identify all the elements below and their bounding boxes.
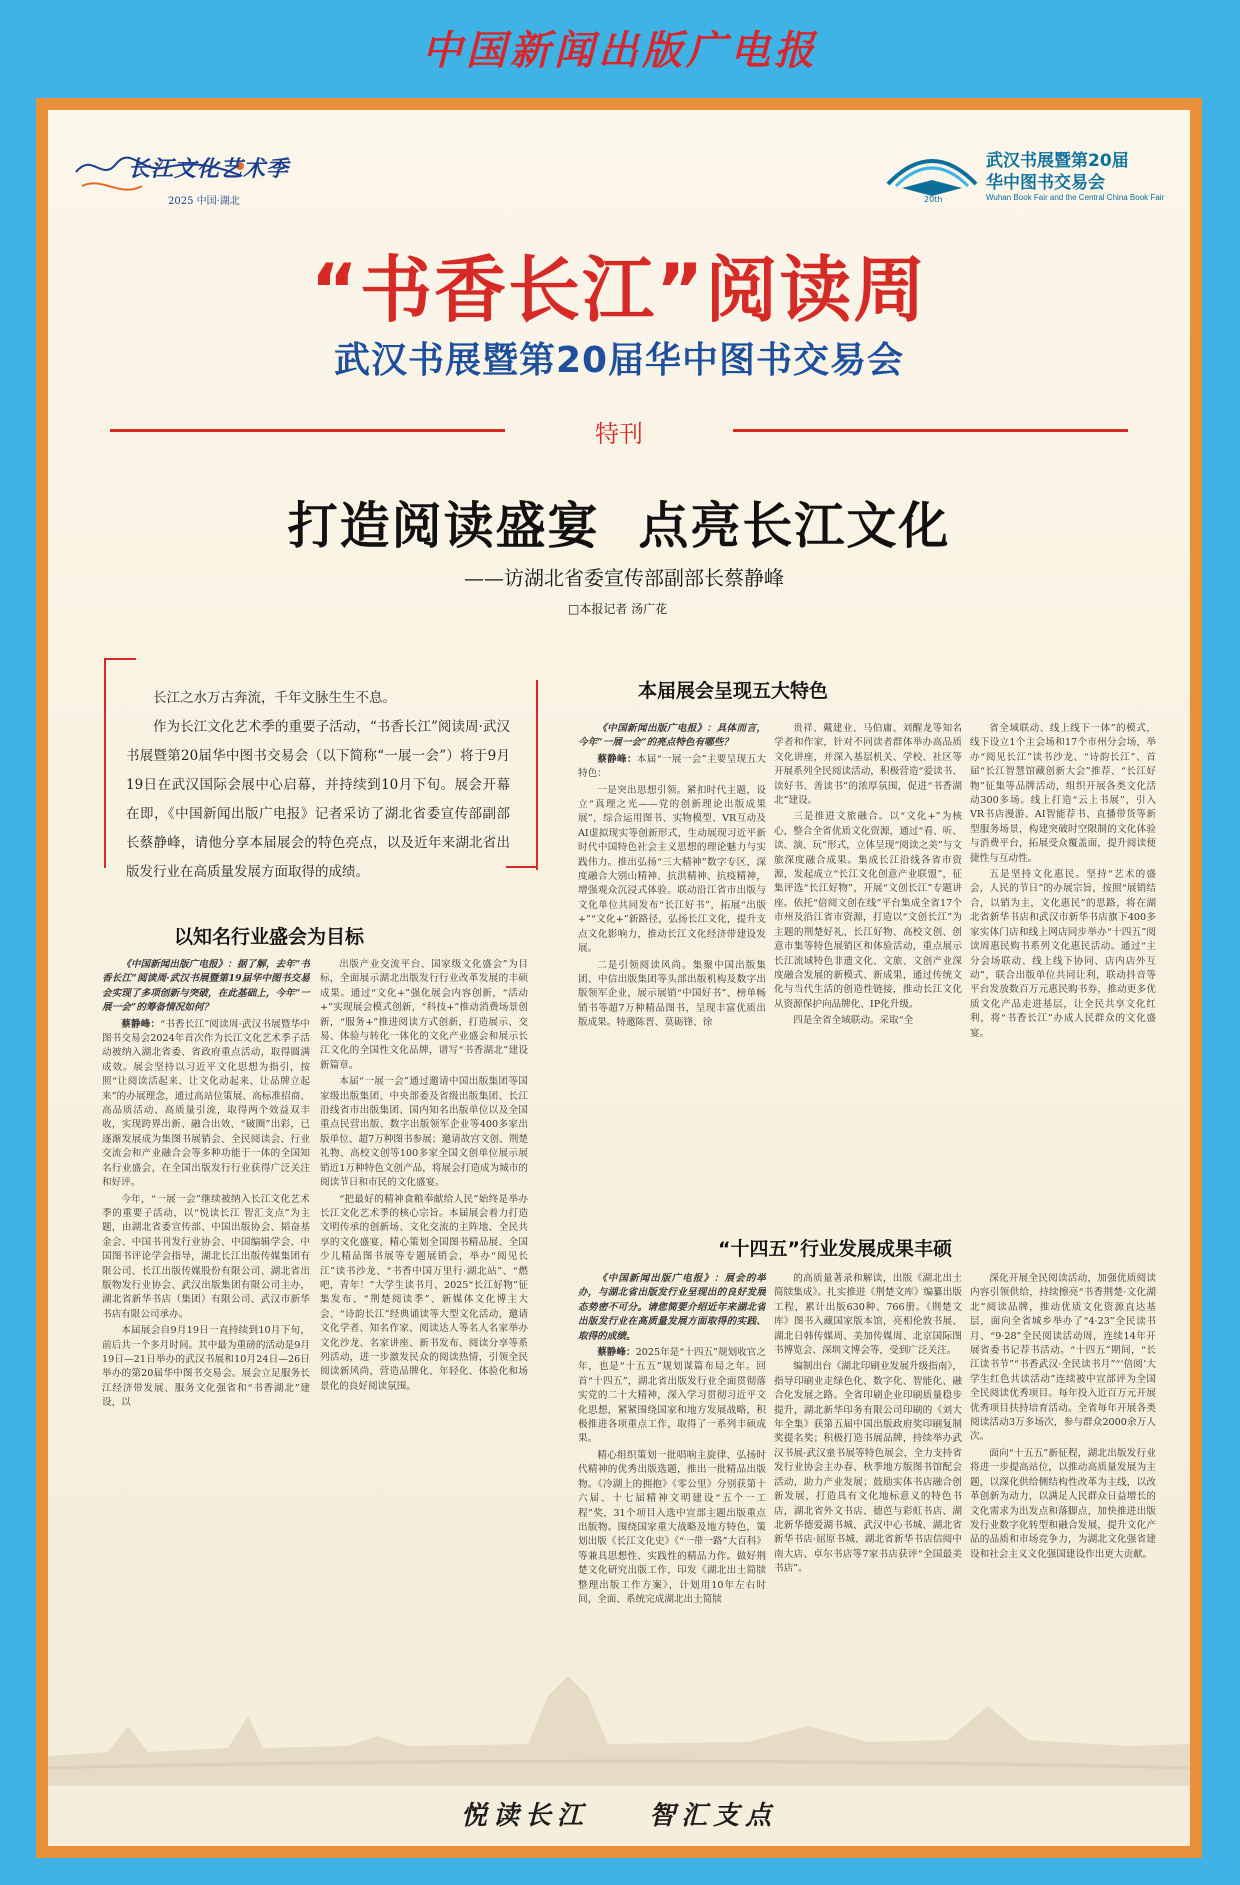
body-paragraph: 五是坚持文化惠民。坚持“艺术的盛会，人民的节日”的办展宗旨，按照“展销结合，以销为主，文化惠民”的思路，将在湖北省新华书店和武汉市新华书店旗下400多家实体门店和线上网店同步举办“十四五”阅读周惠民购书系列文化惠民活动。通过“主分会场联动、线上线下协同、店内店外互动”，联合出版单位共同让利，联动抖音等平台发放数百万元惠民购书券，推动更多优质文化产品走进基层，让全民共享文化红利，将“书香长江”办成人民群众的文化盛宴。 (970, 869, 1156, 1039)
body-paragraph: 精心组织策划一批唱响主旋律、弘扬时代精神的优秀出版选题，推出一批精品出版物。《冷湖上的拥抱》《零公里》分别获第十六届、十七届精神文明建设“五个一工程”奖，31个项目入选中宣部主题出版重点出版物。围绕国家重大战略及地方特色，策划出版《长江文化史》《“一带一路”大百科》等兼具思想性、实践性的精品力作。做好荆楚文化研究出版工作，印发《湖北出土简牍整理出版工作方案》，计划用10年左右时间，全面、系统完成湖北出土简牍 (578, 1449, 766, 1605)
answer-text: 2025年是“十四五”规划收官之年，也是“十五五”规划谋篇布局之年。回首“十四五”，湖北省出版发行业全面贯彻落实党的二十大精神，深入学习贯彻习近平文化思想，紧紧围绕国家和地方发展战略，积极推进各项重点工作，取得了一系列丰硕成果。 (578, 1347, 766, 1445)
body-paragraph: 的高质量著录和解读，出版《湖北出土简牍集成》。扎实推进《荆楚文库》编纂出版工程，累计出版630种、766册。《荆楚文库》图书入藏国家版本馆，亮相伦敦书展、湖北日韩传媒周、美加传媒周、北京国际图书博览会、深圳文博会等，受到广泛关注。 (774, 1273, 962, 1357)
footer-slogan: 悦读长江 智汇支点 (460, 1801, 778, 1831)
body-paragraph: 本届展会自9月19日一直持续到10月下旬，前后共一个多月时间。其中最为重磅的活动是9月19日—21日举办的武汉书展和10月24日—26日举办的第20届华中图书交易会。展会立足服务长江经济带发展、服务文化强省和“书香湖北”建设，以 (102, 1325, 310, 1409)
masthead (0, 0, 1240, 95)
book-fair-emblem-icon (882, 144, 982, 204)
special-edition-divider (110, 410, 1128, 450)
intro-paragraph: 长江之水万古奔流，千年文脉生生不息。 (153, 690, 396, 706)
section-heading-2: 本届展会呈现五大特色 (638, 680, 829, 702)
answer-speaker: 蔡静峰： (597, 1347, 636, 1359)
question-paragraph: 《中国新闻出版广电报》：展会的举办，与湖北省出版发行业呈现出的良好发展态势密不可分。请您简要介绍近年来湖北省出版发行业在高质量发展方面取得的实践、取得的成绩。 (578, 1273, 766, 1342)
byline: □本报记者 汤广花 (568, 602, 668, 616)
bracket-line (506, 866, 538, 868)
section1-column-1 (102, 958, 310, 1648)
body-paragraph: 今年，“一展一会”继续被纳入长江文化艺术季的重要子活动，以“悦读长江 智汇支点”为主题，由湖北省委宣传部、中国出版协会、韬奋基金会、中国书刊发行业协会、中国编辑学会、中国图书评论学会指导，湖北长江出版传媒集团有限公司、长江出版传媒股份有限公司、湖北省出版物发行业协会、武汉出版集团有限公司主办，湖北省新华书店（集团）有限公司、武汉市新华书店有限公司承办。 (102, 1193, 310, 1320)
bracket-line (104, 658, 106, 868)
section2-column-1 (578, 722, 766, 1222)
body-paragraph: 编制出台《湖北印刷业发展升级指南》，指导印刷业走绿色化、数字化、智能化、融合化发展之路。全省印刷企业印刷质量稳步提升，湖北新华印务有限公司印刷的《刘大年全集》获第五届中国出版政府奖印刷复制奖提名奖；积极打造书展品牌，持续举办武汉书展·武汉童书展等特色展会，全力支持省发行业协会主办春、秋季地方版图书馆配会活动，助力产业发展；鼓励实体书店融合创新发展，打造具有文化地标意义的特色书店，湖北省外文书店、德芭与彩虹书店、湖北新华德爱湖书城、武汉中心书城、湖北省新华书店·屈原书城、湖北省新华书店信阅中南大店、卓尔书店等7家书店获评“全国最美书店”。 (774, 1361, 962, 1575)
answer-text: 本届“一展一会”主要呈现五大特色： (578, 753, 766, 780)
body-paragraph: 二是引领阅读风尚。集聚中国出版集团、中信出版集团等头部出版机构及数字出版领军企业，展示展销“中国好书”、榜单畅销书等超7万种精品图书，呈现丰富优质出版成果。特邀陈晋、莫砺锋、徐 (578, 959, 766, 1029)
answer-speaker: 蔡静峰： (597, 753, 637, 765)
body-paragraph: 省全域联动、线上线下一体”的模式，线下设立1个主会场和17个市州分会场，举办“阅见长江”读书沙龙、“诗韵长江”、首届“长江智慧馆藏创新大会”推荐、“长江好物”征集等品牌活动，组织开展各类文化活动300多场。线上打造“云上书展”，引入VR书店漫游、AI智能荐书、直播带货等新型服务场景，构建突破时空限制的文化体验与消费平台，拓展受众覆盖面，提升阅读便捷性与互动性。 (970, 723, 1156, 864)
special-edition-label: 特刊 (595, 420, 643, 448)
intro-box (104, 640, 538, 890)
section3-column-1 (578, 1272, 766, 1656)
body-paragraph: 面向“十五五”新征程，湖北出版发行业将进一步提高站位，以推动高质量发展为主题，以深化供给侧结构性改革为主线，以改革创新为动力，以满足人民群众日益增长的文化需求为出发点和落脚点，加快推进出版发行业数字化转型和融合发展，提升文化产品的品质和市场竞争力，为湖北文化强省建设和社会主义文化强国建设作出更大贡献。 (970, 1447, 1156, 1560)
section-heading-3: “十四五”行业发展成果丰硕 (718, 1238, 952, 1260)
masthead-title: 中国新闻出版广电报 (422, 27, 818, 74)
section-heading-1: 以知名行业盛会为目标 (174, 926, 365, 948)
body-paragraph: 贵祥、戴建业、马伯庸、刘醒龙等知名学者和作家，针对不同读者群体举办高品质文化讲座，并深入基层机关、学校、社区等开展系列全民阅读活动，积极营造“爱读书、读好书、善读书”的浓厚氛围，促进“书香湖北”建设。 (774, 723, 962, 807)
intro-text (126, 684, 510, 887)
section1-column-2 (320, 958, 528, 1648)
section2-column-2 (774, 722, 962, 1222)
answer-text: “书香长江”阅读周·武汉书展暨华中图书交易会2024年首次作为长江文化艺术季子活动被纳入湖北省委、省政府重点活动，取得圆满成效。展会坚持以习近平文化思想为指引，按照“让阅读活起来、让文化动起来、让品牌立起来”的办展理念，通过高站位策展、高标准招商、高品质活动、高质量引流，取得两个效益双丰收，实现跨界出新、融合出效、“破圈”出彩，已逐渐发展成为集图书展销会、全民阅读会、行业交流会和产业融合会等多种功能于一体的全国知名行业盛会，在全国出版发行行业获得广泛关注和好评。 (102, 1018, 310, 1189)
book-fair-badge: 20th (924, 195, 943, 204)
arts-season-year: 2025 中国·湖北 (168, 196, 240, 207)
answer-paragraph (578, 1346, 766, 1447)
page-paper (48, 110, 1190, 1846)
section3-column-3 (970, 1272, 1156, 1656)
body-paragraph: 深化开展全民阅读活动，加强优质阅读内容引领供给，持续擦亮“书香荆楚·文化湖北”阅读品牌，推动优质文化资源直达基层，面向全省城乡举办了“4·23”全民读书月、“9·28”全民阅读活动周，连续14年开展省委书记荐书活动。“十四五”期间，“长江读书节”“书香武汉·全民读书月”“‘倍阅’大学生红色共读活动”连续被中宣部评为全国全民阅读优秀项目。每年投入近百万元开展优秀项目扶持培育活动。全省每年开展各类阅读活动3万多场次，参与群众2000余万人次。 (970, 1273, 1156, 1443)
sub-title: 武汉书展暨第20届华中图书交易会 (333, 340, 905, 381)
bracket-line (104, 658, 136, 660)
bracket-line (536, 680, 538, 870)
main-title: “书香长江”阅读周 (310, 248, 928, 332)
book-fair-line1: 武汉书展暨第20届 (986, 151, 1129, 171)
city-skyline-illustration (48, 1656, 1190, 1786)
body-paragraph: 四是全省全域联动。采取“全 (793, 1015, 914, 1027)
answer-paragraph (578, 753, 766, 782)
article-subtitle: ——访湖北省委宣传部副部长蔡静峰 (464, 566, 784, 590)
page-frame (36, 98, 1202, 1858)
body-paragraph: “把最好的精神食粮奉献给人民”始终是举办长江文化艺术季的核心宗旨。本届展会着力打造文明传承的创新场、文化交流的主阵地、全民共享的文化盛宴，精心策划全国图书精品展、全国少儿精品图书展等专题展销会，举办“阅见长江”读书沙龙、“书香中国万里行·湖北站”、“燃吧，青年！”大学生读书月、2025“长江好物”征集发布、“荆楚阅读季”、新媒体文化博主大会、“诗韵长江”经典诵读等大型文化活动，邀请文化学者、知名作家、阅读达人等名人名家举办文化沙龙、名家讲座、新书发布、阅读分享等系列活动，进一步激发民众的阅读热情，引领全民阅读新风尚，营造品牌化、年轻化、体验化和场景化的良好阅读氛围。 (320, 1193, 528, 1392)
book-fair-line2: 华中图书交易会 (986, 173, 1105, 193)
book-fair-logo (882, 142, 1165, 212)
arts-season-logo (72, 142, 290, 216)
question-paragraph: 《中国新闻出版广电报》：具体而言，今年“一展一会”的亮点特色有哪些？ (578, 723, 766, 749)
section3-column-2 (774, 1272, 962, 1656)
book-fair-english: Wuhan Book Fair and the Central China Book Fair (986, 193, 1165, 202)
answer-speaker: 蔡静峰： (121, 1018, 161, 1030)
arts-season-name: 长江文化艺术季 (128, 156, 290, 182)
intro-paragraph: 作为长江文化艺术季的重要子活动，“书香长江”阅读周·武汉书展暨第20届华中图书交易会（以下简称“一展一会”）将于9月19日在武汉国际会展中心启幕，并持续到10月下旬。展会开幕在即，《中国新闻出版广电报》记者采访了湖北省委宣传部副部长蔡静峰，请他分享本届展会的特色亮点，以及近年来湖北省出版发行业在高质量发展方面取得的成绩。 (126, 719, 510, 880)
question-paragraph: 《中国新闻出版广电报》：据了解，去年“书香长江”阅读周·武汉书展暨第19届华中图书交易会实现了多项创新与突破，在此基础上，今年“一展一会”的筹备情况如何？ (102, 959, 310, 1014)
body-paragraph: 三是推进文旅融合。以“文化+”为核心，整合全省优质文化资源，通过“看、听、读、演、玩”形式，立体呈现“阅读之美”与文旅深度融合成果。集成长江沿线各省市资源，发起成立“长江文化创意产业联盟”，征集评选“长江好物”，开展“文创长江”专题讲座。依托“倍阅文创在线”平台集成全省17个市州及沿江省市资源，打造以“文创长江”为主题的荆楚好礼、长江好物、高校文创、创意市集等特色展销区和体验活动，重点展示长江流域特色非遗文化、文旅、文创产业深度融合发展的新模式、新成果，通过传统文化与当代生活的创造性链接，推动长江文化从资源保护向品牌化、IP化升级。 (774, 811, 962, 1010)
answer-paragraph (102, 1018, 310, 1191)
section2-column-3 (970, 722, 1156, 1222)
article-title: 打造阅读盛宴 点亮长江文化 (287, 496, 951, 555)
body-paragraph: 一是突出思想引领。紧扣时代主题，设立“真理之光——党的创新理论出版成果展”，综合运用图书、实物模型、VR互动及AI虚拟现实等创新形式，生动展现习近平新时代中国特色社会主义思想的理论魅力与实践伟力。推出弘扬“三大精神”数字专区，深度融合大别山精神、抗洪精神、抗疫精神，增强观众沉浸式体验。联动沿江省市出版与文化单位共同发布“长江好书”，拓展“出版+”“文化+”新路径，弘扬长江文化，提升支点文化影响力，推动长江文化经济带建设发展。 (578, 784, 766, 955)
body-paragraph: 本届“一展一会”通过邀请中国出版集团等国家级出版集团、中央部委及省级出版集团、长江沿线省市出版集团、国内知名出版单位以及全国重点民营出版、数字出版领军企业等400多家出版单位、超7万种图书参展；邀请故宫文创、荆楚礼物、高校文创等100多家全国文创单位展示展销近1万种特色文创产品，将展会打造成为城市的阅读节日和市民的文化盛宴。 (320, 1076, 528, 1189)
body-paragraph: 出版产业交流平台、国家级文化盛会”为目标，全面展示湖北出版发行行业改革发展的丰硕成果。通过“文化+”强化展会内容创新，“活动+”实现展会模式创新，“科技+”推动消费场景创新，“服务+”推进阅读方式创新，打造展示、交易、体验与转化一体化的文化产业盛会和展示长江文化的全国性文化品牌，谱写“书香湖北”建设新篇章。 (320, 959, 528, 1071)
